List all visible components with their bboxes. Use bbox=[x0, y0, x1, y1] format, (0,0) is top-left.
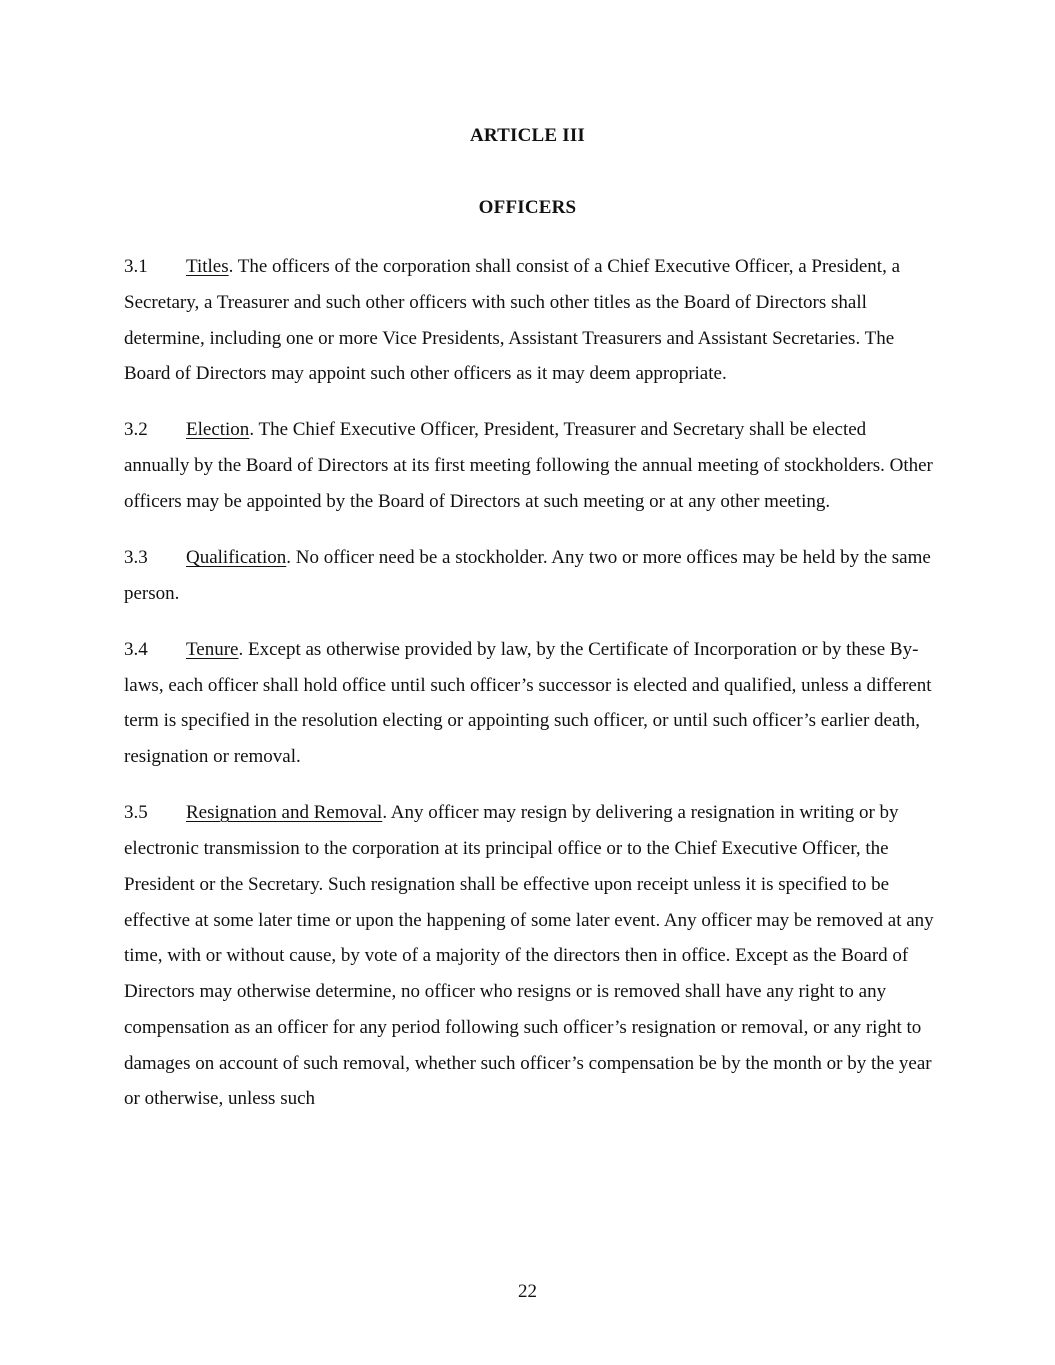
section-3-4 bbox=[124, 632, 936, 775]
section-title: Tenure bbox=[186, 638, 239, 660]
section-title: Resignation and Removal bbox=[186, 802, 383, 824]
section-text: . The Chief Executive Officer, President, Treasurer and Secretary shall be elected annually by the Board of Directors at its first meeting following the annual meeting of stockholders. Other officers may be appointed by the Board of Directors at such meeting or at any other meeting. bbox=[124, 419, 933, 512]
section-text: . Except as otherwise provided by law, by the Certificate of Incorporation or by these By-laws, each officer shall hold office until such officer’s successor is elected and qualified, unless a different term is specified in the resolution electing or appointing such officer, or until such officer’s earlier death, resignation or removal. bbox=[124, 638, 932, 768]
section-title: Titles bbox=[186, 256, 229, 277]
section-number: 3.4 bbox=[124, 638, 148, 660]
page-number: 22 bbox=[518, 1281, 537, 1302]
article-heading: ARTICLE III bbox=[469, 125, 586, 146]
section-number: 3.3 bbox=[124, 546, 148, 568]
section-3-3 bbox=[124, 540, 936, 612]
document-body bbox=[124, 249, 936, 1137]
section-title: Election bbox=[186, 419, 250, 441]
section-number: 3.1 bbox=[124, 256, 148, 277]
section-3-5 bbox=[124, 795, 936, 1117]
section-number: 3.5 bbox=[124, 802, 148, 824]
section-text: . No officer need be a stockholder. Any two or more offices may be held by the same person. bbox=[124, 546, 931, 604]
section-text: . The officers of the corporation shall consist of a Chief Executive Officer, a President, a Secretary, a Treasurer and such other officers with such other titles as the Board of Directors shall determine, including one or more Vice Presidents, Assistant Treasurers and Assistant Secretaries. The Board of Directors may appoint such other officers as it may deem appropriate. bbox=[124, 256, 901, 385]
section-number: 3.2 bbox=[124, 419, 148, 441]
section-3-1 bbox=[124, 249, 936, 392]
section-text: . Any officer may resign by delivering a resignation in writing or by electronic transmission to the corporation at its principal office or to the Chief Executive Officer, the President or the Secretary. Such resignation shall be effective upon receipt unless it is specified to be effective at some later time or upon the happening of some later event. Any officer may be removed at any time, with or without cause, by vote of a majority of the directors then in office. Except as the Board of Directors may otherwise determine, no officer who resigns or is removed shall have any right to any compensation as an officer for any period following such officer’s resignation or removal, or any right to damages on account of such removal, whether such officer’s compensation be by the month or by the year or otherwise, unless such bbox=[124, 802, 934, 1110]
section-title: Qualification bbox=[186, 546, 287, 568]
article-title: OFFICERS bbox=[478, 197, 577, 218]
section-3-2 bbox=[124, 412, 936, 519]
